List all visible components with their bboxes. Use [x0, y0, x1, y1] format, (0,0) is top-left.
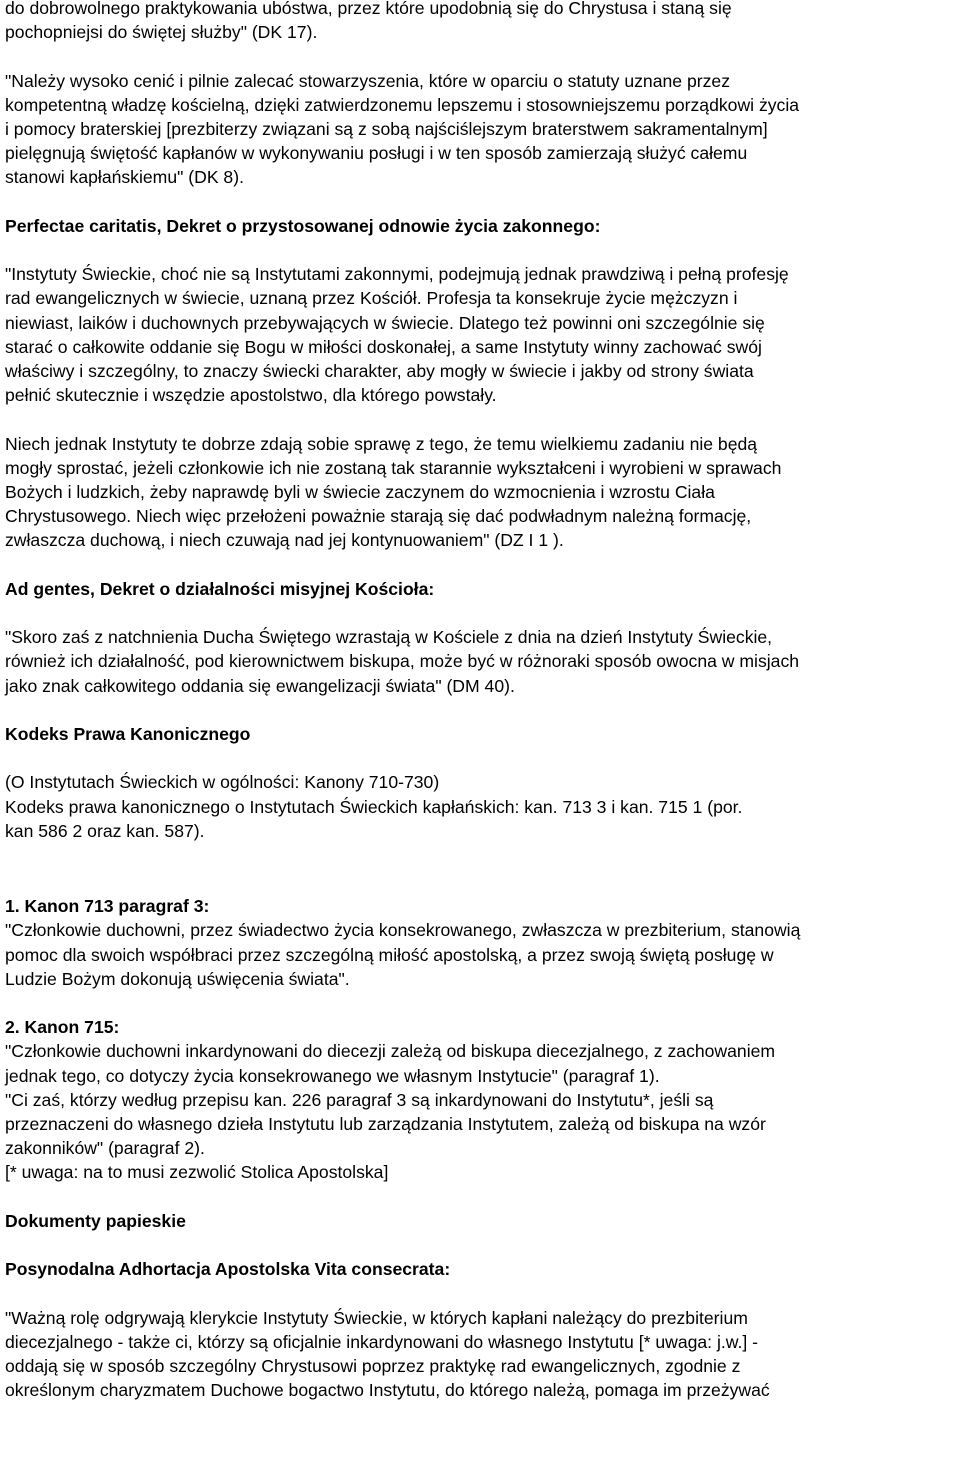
paragraph-vita-consecrata	[5, 1306, 957, 1403]
text-line: jako znak całkowitego oddania się ewangelizacji świata" (DM 40).	[5, 675, 515, 696]
heading-canon-715: 2. Kanon 715:	[5, 1017, 120, 1038]
paragraph-formation	[5, 432, 957, 553]
text-line: diecezjalnego - także ci, którzy są oficjalnie inkardynowani do własnego Instytutu [* uwaga: j.w.] -	[5, 1331, 759, 1352]
paragraph-canons-overview	[5, 770, 957, 843]
text-line: "Członkowie duchowni, przez świadectwo życia konsekrowanego, zwłaszcza w prezbiterium, stanowią	[5, 920, 801, 941]
text-line: mogły sprostać, jeżeli członkowie ich nie zostaną tak starannie wykształceni i wyrobieni w sprawach	[5, 457, 782, 478]
text-line: przeznaczeni do własnego dzieła Instytutu lub zarządzania Instytutem, zależą od biskupa na wzór	[5, 1113, 766, 1134]
paragraph-secular-institutes	[5, 262, 957, 407]
text-line: pielęgnują świętość kapłanów w wykonywaniu posługi i w ten sposób zamierzają służyć całemu	[5, 143, 748, 164]
text-line: i pomocy braterskiej [prezbiterzy związani są z sobą najściślejszym braterstwem sakramentalnym]	[5, 119, 768, 139]
text-line: pełnić skutecznie i wszędzie apostolstwo, dla którego powstały.	[5, 385, 497, 406]
heading-perfectae-caritatis: Perfectae caritatis, Dekret o przystosowanej odnowie życia zakonnego:	[5, 215, 601, 236]
text-line: kompetentną władzę kościelną, dzięki zatwierdzonemu lepszemu i stosowniejszemu porządkowi życia	[5, 94, 800, 115]
text-line: "Należy wysoko cenić i pilnie zalecać stowarzyszenia, które w oparciu o statuty uznane przez	[5, 70, 730, 91]
text-line: [* uwaga: na to musi zezwolić Stolica Apostolska]	[5, 1162, 389, 1183]
text-line: "Ważną rolę odgrywają klerykcie Instytuty Świeckie, w których kapłani należący do prezbiterium	[5, 1307, 748, 1328]
text-line: "Ci zaś, którzy według przepisu kan. 226 paragraf 3 są inkardynowani do Instytutu*, jeśli są	[5, 1089, 714, 1110]
paragraph-missions	[5, 625, 957, 698]
text-line: Niech jednak Instytuty te dobrze zdają sobie sprawę z tego, że temu wielkiemu zadaniu nie będą	[5, 433, 758, 454]
text-line: "Instytuty Świeckie, choć nie są Instytutami zakonnymi, podejmują jednak prawdziwą i pełną profesję	[5, 264, 789, 285]
text-line: (O Instytutach Świeckich w ogólności: Kanony 710-730)	[5, 772, 440, 793]
text-line: określonym charyzmatem Duchowe bogactwo Instytutu, do którego należą, pomaga im przeżywać	[5, 1380, 770, 1401]
text-line: "Skoro zaś z natchnienia Ducha Świętego wzrastają w Kościele z dnia na dzień Instytuty Świeckie,	[5, 627, 773, 648]
text-line: oddają się w sposób szczególny Chrystusowi poprzez praktykę rad ewangelicznych, zgodnie z	[5, 1355, 741, 1376]
text-line: jednak tego, co dotyczy życia konsekrowanego we własnym Instytucie" (paragraf 1).	[5, 1065, 660, 1086]
text-line: niewiast, laików i duchownych przebywających w świecie. Dlatego też powinni oni szczególnie się	[5, 312, 765, 333]
heading-papal-documents: Dokumenty papieskie	[5, 1210, 186, 1231]
paragraph-canon-713	[5, 918, 957, 991]
paragraph-canon-715	[5, 1039, 957, 1184]
text-line: zwłaszcza duchową, i niech czuwają nad jej kontynuowaniem" (DZ I 1 ).	[5, 530, 564, 551]
heading-canon-713: 1. Kanon 713 paragraf 3:	[5, 896, 210, 917]
text-line: kan 586 2 oraz kan. 587).	[5, 820, 205, 841]
text-line: stanowi kapłańskiemu" (DK 8).	[5, 167, 244, 188]
text-line: pochopniejsi do świętej służby" (DK 17).	[5, 22, 318, 43]
text-line: Bożych i ludzkich, żeby naprawdę byli w świecie zaczynem do wzmocnienia i wzrostu Ciała	[5, 482, 715, 502]
text-line: Kodeks prawa kanonicznego o Instytutach Świeckich kapłańskich: kan. 713 3 i kan. 715 1 (por.	[5, 796, 743, 817]
text-line: rad ewangelicznych w świecie, uznaną przez Kościół. Profesja ta konsekruje życie mężczyzn i	[5, 288, 738, 309]
heading-vita-consecrata: Posynodalna Adhortacja Apostolska Vita consecrata:	[5, 1259, 451, 1280]
text-line: Chrystusowego. Niech więc przełożeni poważnie starają się dać podwładnym należną formację,	[5, 506, 752, 527]
heading-canon-law: Kodeks Prawa Kanonicznego	[5, 723, 251, 744]
paragraph-priestly-associations	[5, 69, 957, 190]
text-line: właściwy i szczególny, to znaczy świecki charakter, aby mogły w świecie i jakby od strony świata	[5, 361, 754, 381]
text-line: pomoc dla swoich współbraci przez szczególną miłość apostolską, a przez swoją świętą posługę w	[5, 944, 774, 965]
text-line: "Członkowie duchowni inkardynowani do diecezji zależą od biskupa diecezjalnego, z zachowaniem	[5, 1041, 776, 1062]
text-line: Ludzie Bożym dokonują uświęcenia świata".	[5, 968, 350, 989]
text-line: zakonników" (paragraf 2).	[5, 1138, 205, 1159]
paragraph-vow-poverty	[5, 0, 957, 44]
heading-ad-gentes: Ad gentes, Dekret o działalności misyjnej Kościoła:	[5, 578, 435, 599]
text-line: również ich działalność, pod kierownictwem biskupa, może być w różnoraki sposób owocna w misjach	[5, 651, 800, 672]
text-line: do dobrowolnego praktykowania ubóstwa, przez które upodobnią się do Chrystusa i staną się	[5, 0, 732, 18]
text-line: starać o całkowite oddanie się Bogu w miłości doskonałej, a same Instytuty winny zachować swój	[5, 336, 762, 357]
document-page	[5, 0, 957, 1402]
